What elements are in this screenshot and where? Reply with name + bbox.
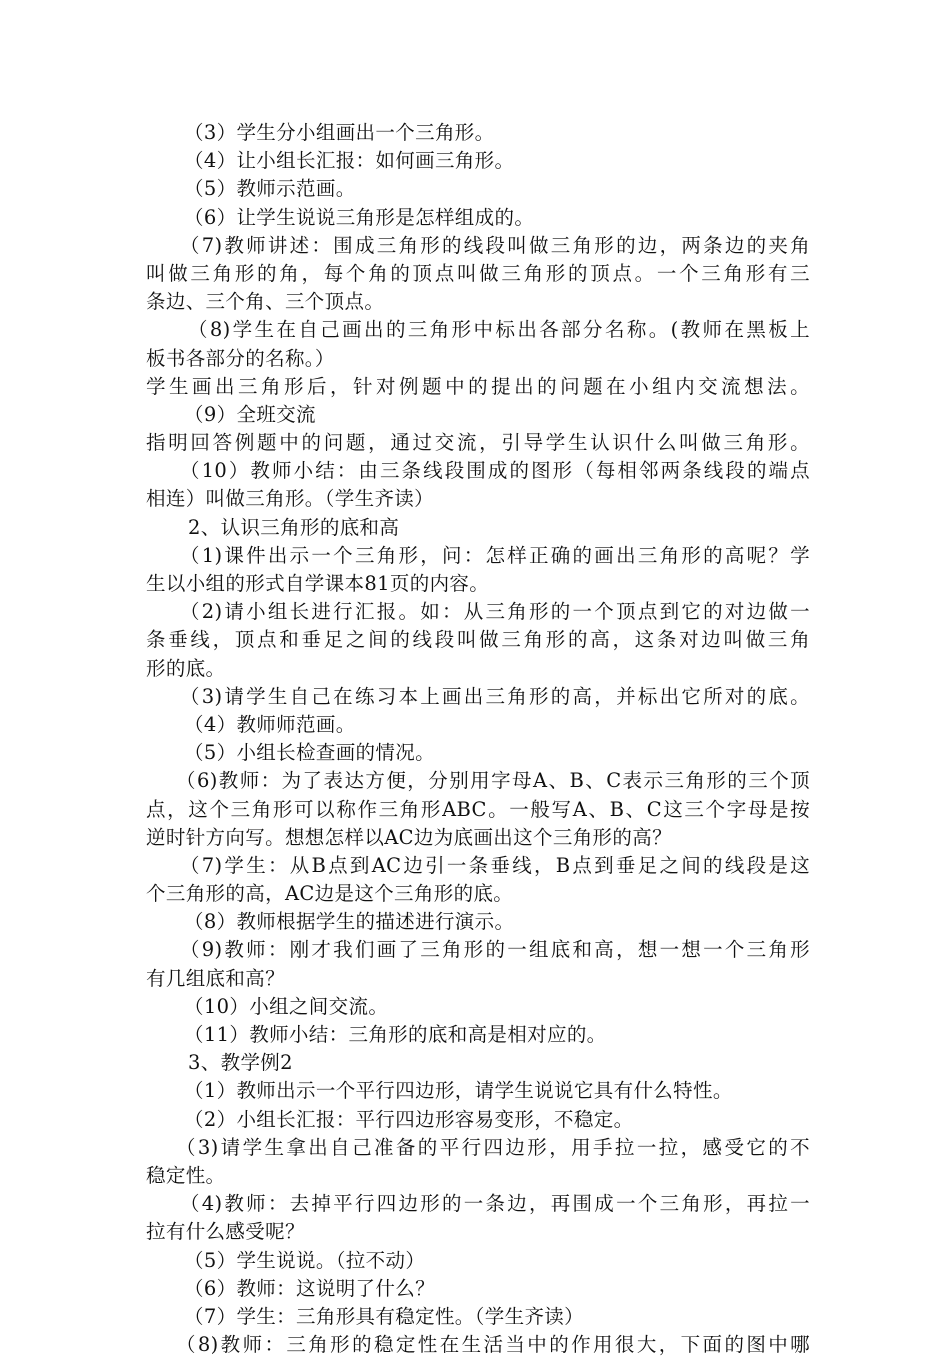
text-line: （10）小组之间交流。 <box>184 994 389 1018</box>
text-line: （7)学生：从B点到AC边引一条垂线，B点到垂足之间的线段是这 <box>180 853 810 877</box>
text-line: （3)请学生拿出自己准备的平行四边形，用手拉一拉，感受它的不 <box>176 1135 810 1159</box>
text-line: 板书各部分的名称。） <box>146 346 335 370</box>
text-line: （2）小组长汇报：平行四边形容易变形，不稳定。 <box>184 1107 634 1131</box>
text-line: （3）学生分小组画出一个三角形。 <box>184 121 495 144</box>
text-line: （2)请小组长进行汇报。如：从三角形的一个顶点到它的对边做一 <box>180 600 810 624</box>
text-line: （4）让小组长汇报：如何画三角形。 <box>184 149 515 173</box>
text-line: （7）学生：三角形具有稳定性。（学生齐读） <box>184 1304 585 1328</box>
text-line: 生以小组的形式自学课本81页的内容。 <box>146 572 490 595</box>
text-line: 拉有什么感受呢？ <box>146 1220 305 1244</box>
text-line: （5）小组长检查画的情况。 <box>184 741 435 765</box>
text-line: （9)教师：刚才我们画了三角形的一组底和高，想一想一个三角形 <box>180 938 810 962</box>
text-line: 指明回答例题中的问题，通过交流，引导学生认识什么叫做三角形。 <box>146 431 810 455</box>
text-line: （6）教师：这说明了什么？ <box>184 1276 435 1300</box>
text-line: 个三角形的高，AC边是这个三角形的底。 <box>146 882 514 906</box>
text-line: 学生画出三角形后，针对例题中的提出的问题在小组内交流想法。 <box>146 374 810 398</box>
text-line: 条边、三个角、三个顶点。 <box>146 290 385 314</box>
text-line: 点，这个三角形可以称作三角形ABC。一般写A、B、C这三个字母是按 <box>146 797 810 821</box>
text-line: 形的底。 <box>146 656 226 680</box>
text-line: （8)学生在自己画出的三角形中标出各部分名称。(教师在黑板上 <box>188 318 810 342</box>
text-line: （10）教师小结：由三条线段围成的图形（每相邻两条线段的端点 <box>180 459 810 483</box>
text-line: 相连）叫做三角形。（学生齐读） <box>146 487 435 511</box>
text-line: （6）让学生说说三角形是怎样组成的。 <box>184 205 535 229</box>
text-line: 3、教学例2 <box>188 1051 293 1075</box>
text-line: （4）教师师范画。 <box>184 712 356 736</box>
text-line: （1)课件出示一个三角形，问：怎样正确的画出三角形的高呢？学 <box>180 543 810 567</box>
text-line: （6)教师：为了表达方便，分别用字母A、B、C表示三角形的三个顶 <box>176 769 810 793</box>
text-line: 逆时针方向写。想想怎样以AC边为底画出这个三角形的高？ <box>146 825 672 849</box>
text-line: （7)教师讲述：围成三角形的线段叫做三角形的边，两条边的夹角 <box>180 233 810 257</box>
text-line: （1）教师出示一个平行四边形，请学生说说它具有什么特性。 <box>184 1079 733 1103</box>
text-line: （8）教师根据学生的描述进行演示。 <box>184 910 515 934</box>
text-line: 2、认识三角形的底和高 <box>188 515 400 539</box>
text-line: （11）教师小结：三角形的底和高是相对应的。 <box>184 1023 607 1046</box>
text-line: 条垂线，顶点和垂足之间的线段叫做三角形的高，这条对边叫做三角 <box>146 628 810 652</box>
text-line: （4)教师：去掉平行四边形的一条边，再围成一个三角形，再拉一 <box>180 1192 810 1216</box>
text-line: 稳定性。 <box>146 1163 226 1187</box>
text-line: 有几组底和高？ <box>146 966 285 990</box>
text-line: （3)请学生自己在练习本上画出三角形的高，并标出它所对的底。 <box>180 684 810 708</box>
document-body <box>146 119 810 1359</box>
text-line: （9）全班交流 <box>184 402 316 426</box>
text-line: （8)教师：三角形的稳定性在生活当中的作用很大，下面的图中哪 <box>176 1333 810 1357</box>
text-line: （5）教师示范画。 <box>184 177 356 201</box>
text-line: （5）学生说说。（拉不动） <box>184 1248 426 1272</box>
text-line: 叫做三角形的角，每个角的顶点叫做三角形的顶点。一个三角形有三 <box>146 261 810 285</box>
